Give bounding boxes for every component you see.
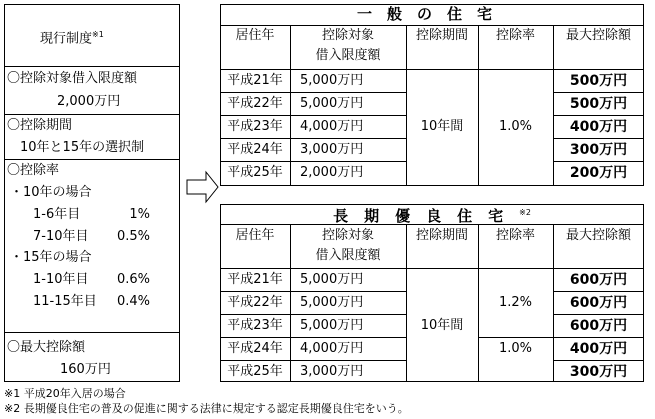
table-row-year: 平成23年 <box>227 119 283 134</box>
current-system-header-text: 現行制度 <box>40 31 93 47</box>
loan-limit-value: 2,000万円 <box>57 94 121 109</box>
column-line <box>478 25 479 186</box>
case15-years-2: 11-15年目 <box>33 294 97 309</box>
row-line <box>478 337 644 338</box>
table-row-year: 平成24年 <box>227 341 283 356</box>
longterm-period-value: 10年間 <box>420 318 464 333</box>
row-line <box>553 360 644 361</box>
longterm-header-year: 居住年 <box>235 228 275 243</box>
table-row-max: 300万円 <box>569 364 628 380</box>
general-rate-value: 1.0% <box>498 119 533 134</box>
longterm-table-title <box>220 205 644 224</box>
general-header-max: 最大控除額 <box>565 28 631 43</box>
row-line <box>553 115 644 116</box>
row-line <box>553 161 644 162</box>
general-table-title: 一般の住宅 <box>356 5 507 23</box>
table-row-year: 平成22年 <box>227 295 283 310</box>
row-line <box>220 314 406 315</box>
general-period-value: 10年間 <box>420 119 464 134</box>
max-label: 〇最大控除額 <box>7 340 86 355</box>
case10-rate-2: 0.5% <box>116 229 150 244</box>
longterm-table-title-text: 長期優良住宅 <box>333 207 520 225</box>
divider <box>220 69 644 70</box>
row-line <box>553 138 644 139</box>
case10-years-1: 1-6年目 <box>33 207 81 222</box>
divider <box>4 114 180 115</box>
case10-label: ・10年の場合 <box>10 185 92 200</box>
longterm-header-max: 最大控除額 <box>565 228 631 243</box>
longterm-header-limit-2: 借入限度額 <box>315 248 381 263</box>
column-line <box>406 224 407 382</box>
case10-rate-1: 1% <box>129 207 150 222</box>
row-line <box>220 92 406 93</box>
loan-limit-label: 〇控除対象借入限度額 <box>7 71 138 86</box>
current-system-header <box>40 27 104 47</box>
row-line <box>553 314 644 315</box>
case15-rate-2: 0.4% <box>116 294 150 309</box>
table-row-max: 600万円 <box>569 295 628 311</box>
table-row-max: 300万円 <box>569 142 628 158</box>
table-row-max: 500万円 <box>569 96 628 112</box>
longterm-header-limit-1: 控除対象 <box>321 228 374 243</box>
longterm-rate-high: 1.2% <box>498 295 533 310</box>
row-line <box>553 92 644 93</box>
table-row-limit: 5,000万円 <box>300 318 364 333</box>
divider <box>220 224 644 225</box>
arrow-right-icon <box>186 170 220 204</box>
row-line <box>553 291 644 292</box>
case15-rate-1: 0.6% <box>116 272 150 287</box>
longterm-header-period: 控除期間 <box>415 228 468 243</box>
table-row-limit: 3,000万円 <box>300 142 364 157</box>
max-value: 160万円 <box>60 362 111 377</box>
table-row-limit: 4,000万円 <box>300 341 364 356</box>
current-system-header-note: ※1 <box>92 30 104 39</box>
table-row-max: 600万円 <box>569 318 628 334</box>
table-row-limit: 2,000万円 <box>300 165 364 180</box>
period-label: 〇控除期間 <box>7 118 73 133</box>
general-header-limit-2: 借入限度額 <box>315 48 381 63</box>
column-line <box>406 25 407 186</box>
general-header-rate: 控除率 <box>495 28 535 43</box>
divider <box>4 159 180 160</box>
table-row-limit: 5,000万円 <box>300 96 364 111</box>
divider <box>220 25 644 26</box>
row-line <box>220 337 406 338</box>
case15-label: ・15年の場合 <box>10 250 92 265</box>
table-row-limit: 5,000万円 <box>300 73 364 88</box>
table-row-max: 200万円 <box>569 165 628 181</box>
table-row-year: 平成25年 <box>227 364 283 379</box>
divider <box>4 332 180 333</box>
table-row-year: 平成24年 <box>227 142 283 157</box>
table-row-year: 平成21年 <box>227 272 283 287</box>
divider <box>220 268 644 269</box>
general-header-period: 控除期間 <box>415 28 468 43</box>
table-row-max: 600万円 <box>569 272 628 288</box>
general-header-year: 居住年 <box>235 28 275 43</box>
table-row-year: 平成21年 <box>227 73 283 88</box>
table-row-year: 平成23年 <box>227 318 283 333</box>
table-row-limit: 3,000万円 <box>300 364 364 379</box>
case10-years-2: 7-10年目 <box>33 229 89 244</box>
rate-label: 〇控除率 <box>7 163 60 178</box>
row-line <box>220 161 406 162</box>
table-row-limit: 4,000万円 <box>300 119 364 134</box>
table-row-max: 500万円 <box>569 73 628 89</box>
longterm-header-rate: 控除率 <box>495 228 535 243</box>
general-header-limit-1: 控除対象 <box>321 28 374 43</box>
table-row-year: 平成22年 <box>227 96 283 111</box>
row-line <box>220 291 406 292</box>
footnote-1: ※1 平成20年入居の場合 <box>4 387 126 400</box>
table-row-max: 400万円 <box>569 119 628 135</box>
longterm-rate-low: 1.0% <box>498 341 533 356</box>
row-line <box>220 138 406 139</box>
row-line <box>220 115 406 116</box>
table-row-limit: 5,000万円 <box>300 272 364 287</box>
table-row-max: 400万円 <box>569 341 628 357</box>
table-row-limit: 5,000万円 <box>300 295 364 310</box>
footnote-2: ※2 長期優良住宅の普及の促進に関する法律に規定する認定長期優良住宅をいう。 <box>4 402 409 415</box>
table-row-year: 平成25年 <box>227 165 283 180</box>
case15-years-1: 1-10年目 <box>33 272 89 287</box>
period-value: 10年と15年の選択制 <box>20 140 145 155</box>
longterm-title-note: ※2 <box>519 208 531 217</box>
row-line <box>220 360 406 361</box>
